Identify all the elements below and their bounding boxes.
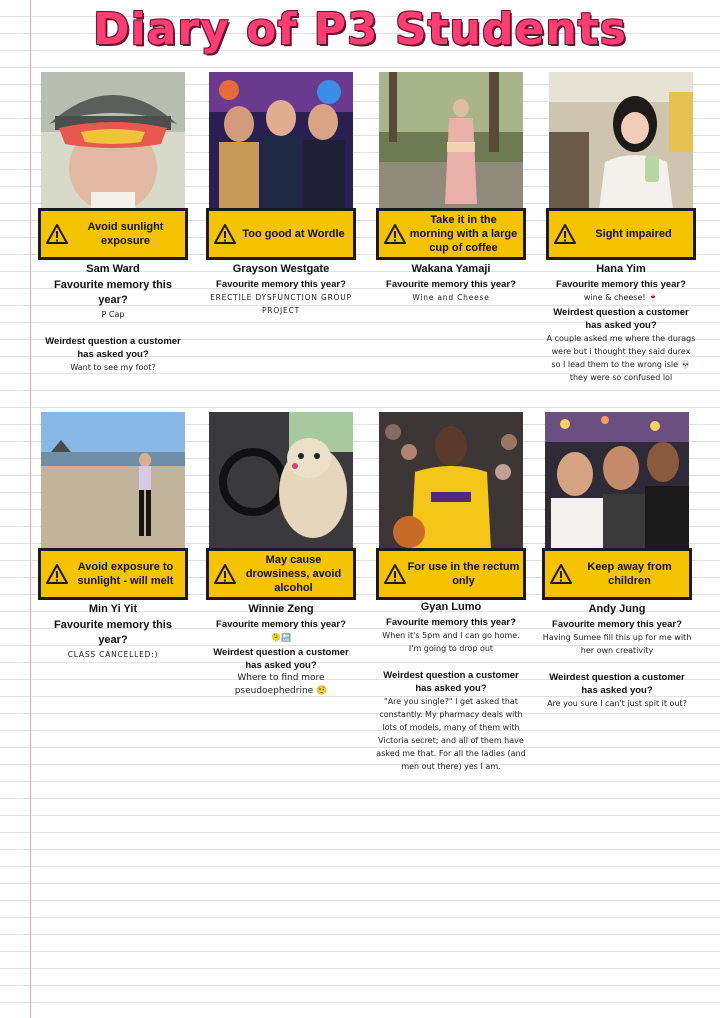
warning-label: [38, 548, 188, 600]
warning-label: [542, 548, 692, 600]
warning-triangle-icon: [213, 563, 237, 585]
question-weirdest: Weirdest question a customer has asked you?: [553, 307, 689, 331]
answer-favourite-memory: P Cap: [101, 310, 125, 319]
question-weirdest: Weirdest question a customer has asked you?: [549, 672, 685, 696]
student-photo: [209, 412, 353, 550]
warning-label: [206, 208, 356, 260]
warning-triangle-icon: [549, 563, 573, 585]
student-info: [376, 262, 526, 304]
question-favourite-memory: Favourite memory this year?: [54, 619, 172, 646]
question-weirdest: Weirdest question a customer has asked you?: [383, 670, 519, 694]
notebook-margin-line: [30, 0, 31, 1018]
warning-label-text: For use in the rectum only: [407, 561, 520, 587]
student-info: [38, 262, 188, 374]
question-favourite-memory: Favourite memory this year?: [386, 279, 516, 290]
warning-label-text: Avoid exposure to sunlight - will melt: [77, 561, 174, 587]
student-name: Grayson Westgate: [232, 263, 330, 275]
answer-favourite-memory: Having Sumee fill this up for me with her own creativity: [542, 633, 692, 655]
student-photo: [41, 412, 185, 550]
warning-triangle-icon: [383, 223, 407, 245]
answer-favourite-memory: ERECTILE DYSFUNCTION GROUP PROJECT: [210, 293, 352, 315]
question-weirdest: Weirdest question a customer has asked you?: [213, 647, 349, 671]
student-name: Andy Jung: [588, 603, 646, 615]
warning-triangle-icon: [45, 223, 69, 245]
warning-label: [376, 548, 526, 600]
student-photo: [209, 72, 353, 210]
student-name: Sam Ward: [86, 263, 140, 275]
answer-favourite-memory: 🫠🔚: [271, 633, 291, 642]
student-photo: [41, 72, 185, 210]
question-favourite-memory: Favourite memory this year?: [216, 619, 346, 630]
student-photo: [379, 412, 523, 550]
student-info: [542, 602, 692, 710]
student-name: Winnie Zeng: [248, 603, 314, 615]
answer-favourite-memory: wine & cheese! 🍷: [583, 293, 659, 302]
warning-triangle-icon: [213, 223, 237, 245]
answer-weirdest: Where to find more pseudoephedrine 🤨: [234, 673, 328, 696]
warning-label: [38, 208, 188, 260]
student-info: [376, 600, 526, 773]
question-favourite-memory: Favourite memory this year?: [552, 619, 682, 630]
student-photo: [545, 412, 689, 550]
question-favourite-memory: Favourite memory this year?: [386, 617, 516, 628]
warning-label: [206, 548, 356, 600]
answer-weirdest: "Are you single?" I get asked that constantly. My pharmacy deals with lots of models, many of them with Victoria secret; and all of them have asked me that. For all the ladies (and men out there) yes I am.: [376, 697, 526, 771]
question-favourite-memory: Favourite memory this year?: [216, 279, 346, 290]
student-photo: [549, 72, 693, 210]
warning-label-text: Avoid sunlight exposure: [87, 221, 164, 247]
student-name: Min Yi Yit: [88, 603, 138, 615]
student-info: [206, 262, 356, 317]
answer-favourite-memory: Wine and Cheese: [412, 293, 490, 302]
question-weirdest: Weirdest question a customer has asked you?: [45, 336, 181, 360]
warning-triangle-icon: [383, 563, 407, 585]
student-info: [206, 602, 356, 698]
answer-weirdest: Want to see my foot?: [70, 363, 156, 372]
answer-favourite-memory: When it's 5pm and I can go home. I'm going to drop out: [382, 631, 520, 653]
student-info: [38, 602, 188, 661]
question-favourite-memory: Favourite memory this year?: [556, 279, 686, 290]
student-name: Gyan Lumo: [420, 601, 482, 613]
warning-label-text: Too good at Wordle: [242, 228, 345, 240]
student-name: Hana Yim: [596, 263, 646, 275]
warning-label: [376, 208, 526, 260]
answer-weirdest: Are you sure I can't just spit it out?: [547, 699, 687, 708]
student-photo: [379, 72, 523, 210]
answer-favourite-memory: CLASS CANCELLED:): [67, 650, 159, 659]
warning-label-text: Keep away from children: [587, 561, 672, 587]
student-name: Wakana Yamaji: [411, 263, 491, 275]
question-favourite-memory: Favourite memory this year?: [54, 279, 172, 306]
warning-label-text: May cause drowsiness, avoid alcohol: [245, 554, 342, 594]
page-title: Diary of P3 Students: [93, 4, 627, 55]
warning-label-text: Sight impaired: [595, 228, 672, 240]
warning-label-text: Take it in the morning with a large cup of coffee: [409, 214, 518, 254]
student-info: [546, 262, 696, 384]
warning-triangle-icon: [45, 563, 69, 585]
warning-label: [546, 208, 696, 260]
answer-weirdest: A couple asked me where the durags were but i thought they said durex so I lead them to the wrong isle 💀 they were so confused lol: [546, 334, 696, 382]
warning-triangle-icon: [553, 223, 577, 245]
